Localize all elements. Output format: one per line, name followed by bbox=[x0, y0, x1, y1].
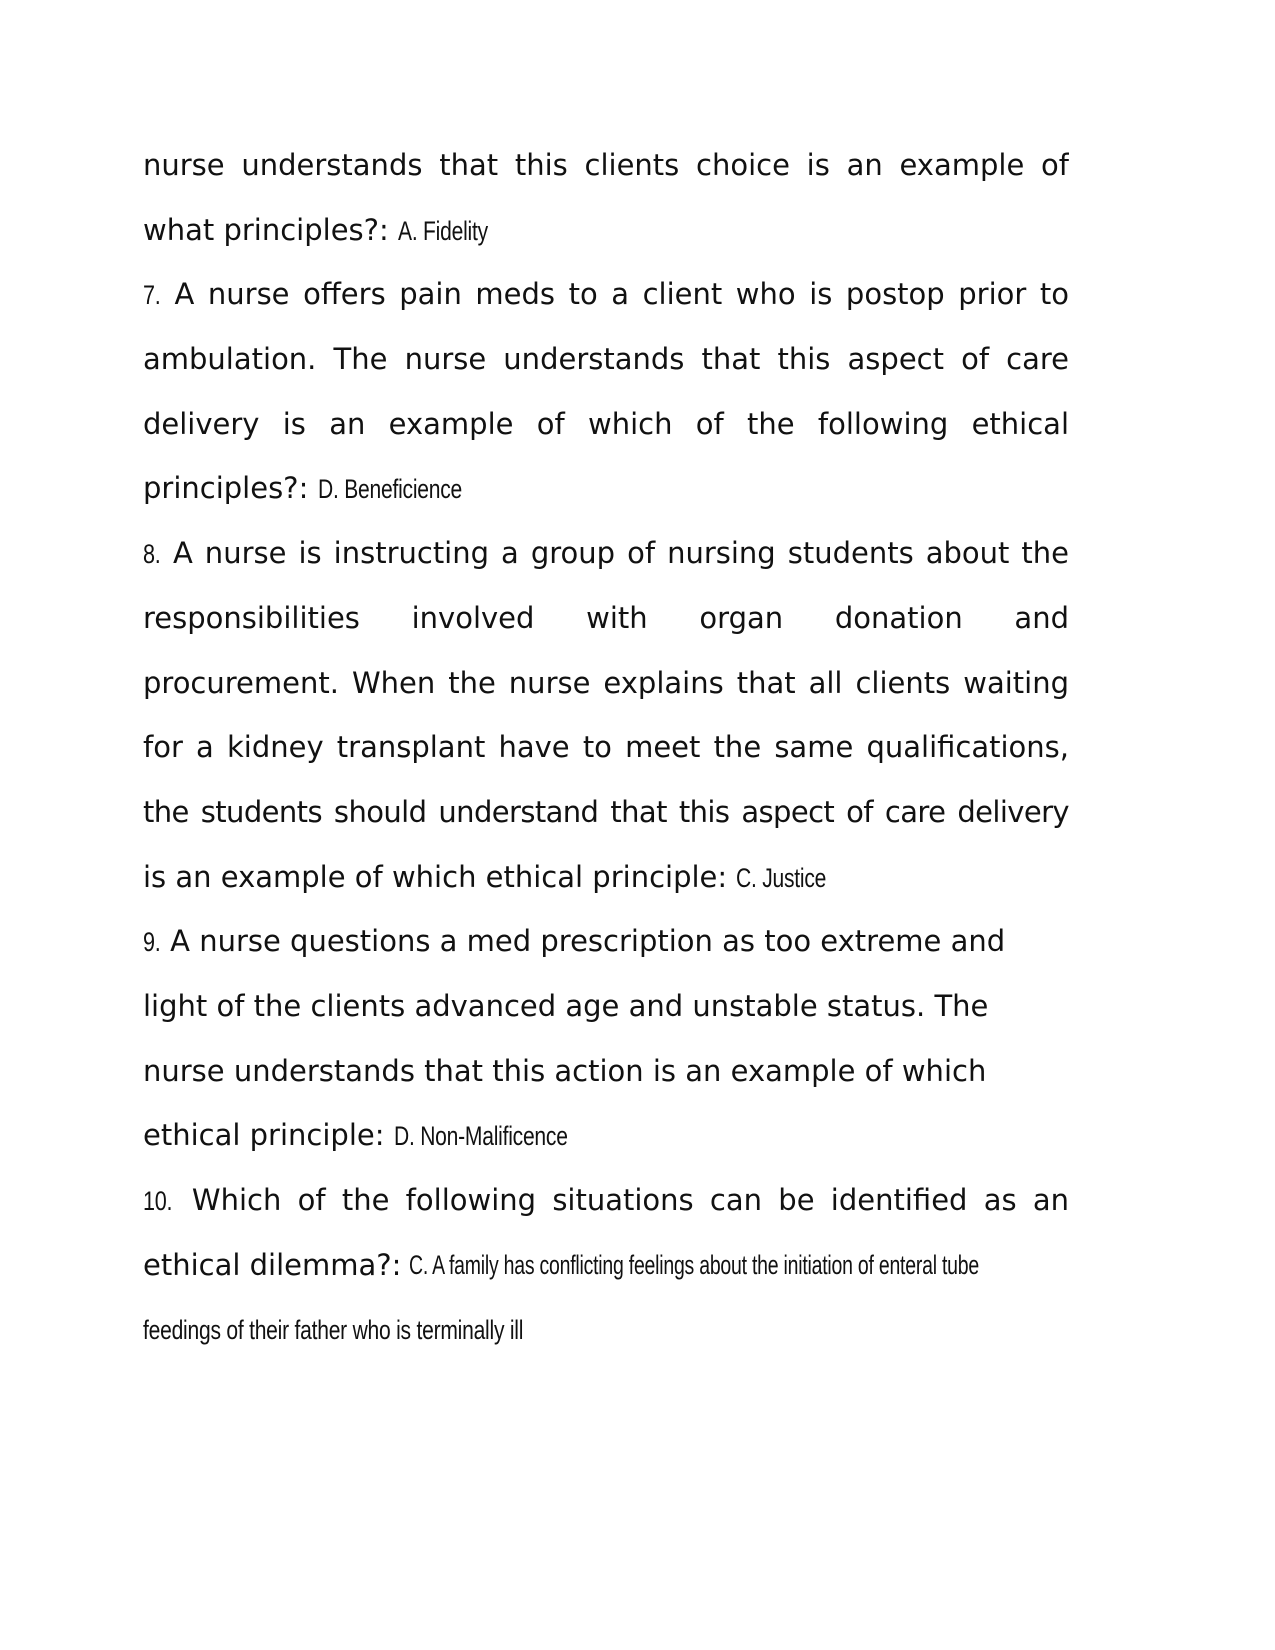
question-text-line bbox=[143, 1233, 1069, 1298]
question-number: 9. bbox=[143, 927, 161, 958]
answer: C. Justice bbox=[736, 862, 827, 893]
question-text-line: procurement. When the nurse explains that all clients waiting bbox=[143, 665, 1069, 700]
question-text: principles?: bbox=[143, 471, 309, 506]
question-text: A nurse is instructing a group of nursing students about the bbox=[172, 536, 1069, 571]
question-text-line: the students should understand that this aspect of care delivery bbox=[143, 794, 1069, 829]
question-number: 8. bbox=[143, 539, 161, 570]
document-page bbox=[143, 133, 1069, 1362]
question-text-line bbox=[143, 909, 1069, 974]
question-number: 10. bbox=[143, 1186, 173, 1216]
question-text: A nurse offers pain meds to a client who is postop prior to bbox=[174, 277, 1069, 312]
question-10 bbox=[143, 1168, 1069, 1362]
question-text-line: ambulation. The nurse understands that this aspect of care bbox=[143, 342, 1069, 377]
answer: feedings of their father who is terminally ill bbox=[143, 1315, 524, 1346]
answer-continuation-line bbox=[143, 1297, 1069, 1362]
question-text-line bbox=[143, 521, 1069, 586]
question-text-line: nurse understands that this action is an example of which bbox=[143, 1053, 987, 1088]
question-text-line: light of the clients advanced age and unstable status. The bbox=[143, 988, 989, 1023]
answer: D. Beneficience bbox=[317, 474, 462, 505]
question-8 bbox=[143, 521, 1069, 909]
question-text: what principles?: bbox=[143, 212, 389, 247]
question-text-line bbox=[143, 1103, 1069, 1168]
question-text: A nurse questions a med prescription as too extreme and bbox=[170, 924, 1006, 959]
question-7 bbox=[143, 262, 1069, 521]
question-text: ethical dilemma?: bbox=[143, 1247, 402, 1282]
question-6 bbox=[143, 133, 1069, 262]
question-text-line bbox=[143, 198, 1069, 263]
question-text-line bbox=[143, 1168, 1069, 1233]
question-text: is an example of which ethical principle: bbox=[143, 859, 728, 894]
question-text-line: delivery is an example of which of the following ethical bbox=[143, 406, 1069, 441]
question-text-line bbox=[143, 456, 1069, 521]
question-text-line bbox=[143, 262, 1069, 327]
answer: C. A family has conflicting feelings about the initiation of enteral tube bbox=[409, 1250, 980, 1281]
answer: D. Non-Malificence bbox=[393, 1121, 568, 1152]
question-text-line bbox=[143, 845, 1069, 910]
question-9 bbox=[143, 909, 1069, 1168]
question-text-line: responsibilities involved with organ donation and bbox=[143, 600, 1069, 635]
question-number: 7. bbox=[143, 280, 161, 311]
answer: A. Fidelity bbox=[398, 215, 488, 246]
question-text: ethical principle: bbox=[143, 1118, 385, 1153]
question-text-line: nurse understands that this clients choice is an example of bbox=[143, 148, 1069, 182]
question-text-line: for a kidney transplant have to meet the same qualifications, bbox=[143, 730, 1069, 765]
question-text: Which of the following situations can be identified as an bbox=[191, 1183, 1069, 1217]
